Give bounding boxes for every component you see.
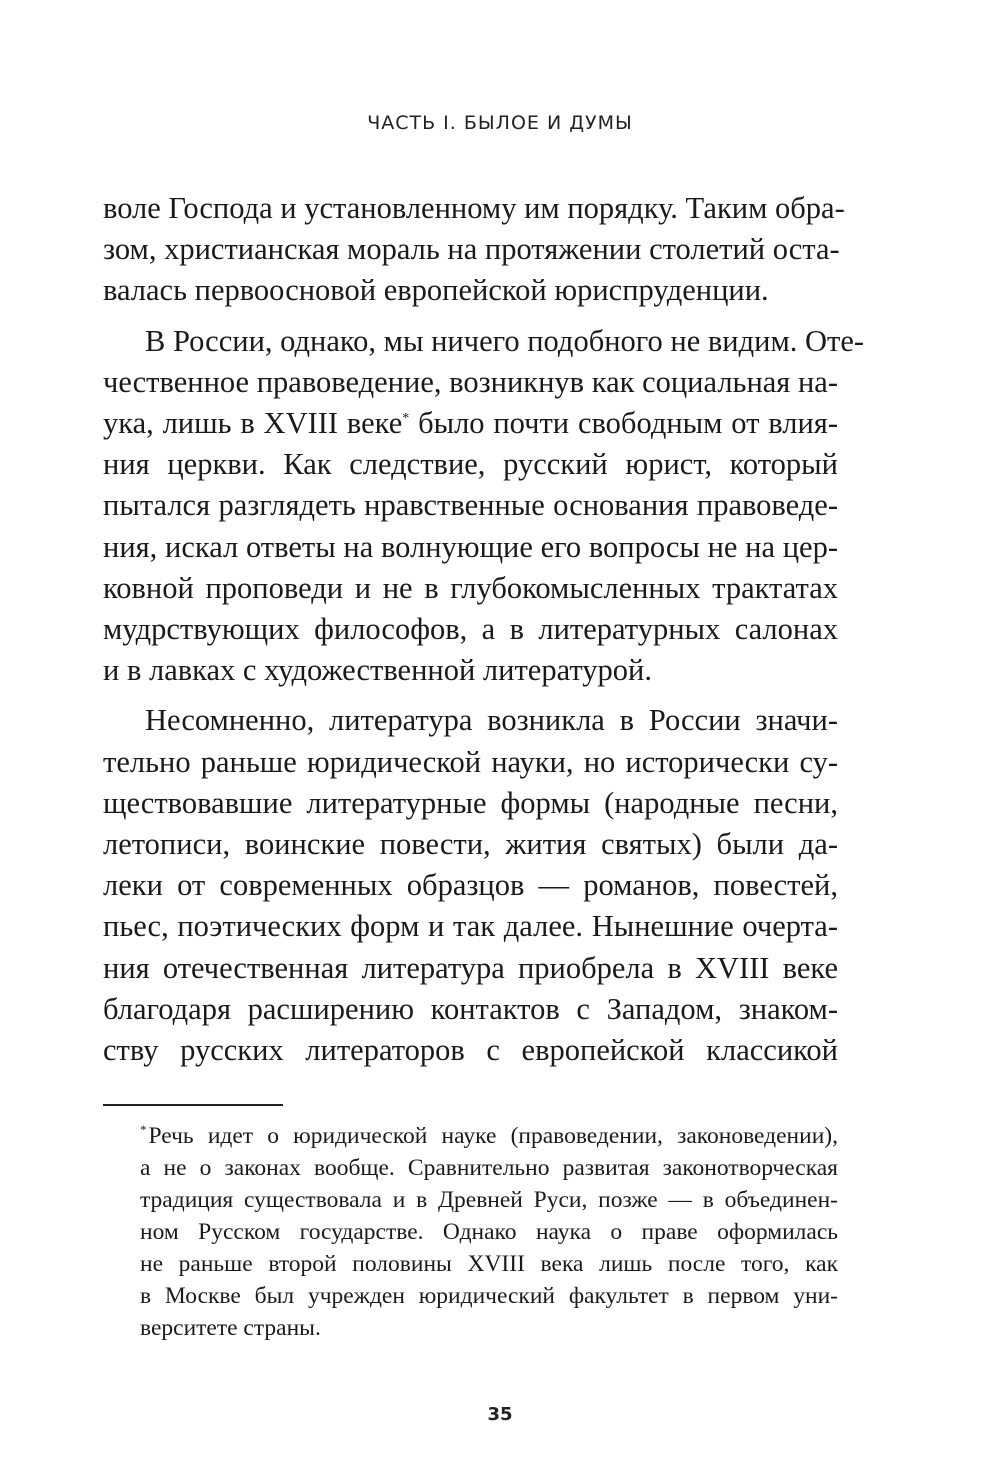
text-line: ния отечественная литература приобрела в XVIII веке [103,950,838,985]
footnote-line: не раньше второй половины XVIII века лишь после того, как [140,1251,838,1277]
text-line [103,403,838,444]
page-number: 35 [487,1404,513,1425]
running-head: ЧАСТЬ I. БЫЛОЕ И ДУМЫ [367,112,633,134]
text-line: Несомненно, литература возникла в России значи- [145,703,838,738]
footnote-line: традиция существовала и в Древней Руси, позже — в объединен- [140,1187,838,1213]
footnote-line [140,1120,838,1152]
text-fragment: ука, лишь в XVIII веке [103,406,403,441]
footnote [140,1120,838,1344]
text-line: В России, однако, мы ничего подобного не видим. Оте- [145,323,865,358]
text-fragment: Речь идет о юридической науке (правоведении, законоведении), [148,1123,838,1149]
text-line: леки от современных образцов — романов, повестей, [103,868,838,903]
text-line: зом, христианская мораль на протяжении столетий оста- [103,232,840,267]
footnote-ref-marker: * [140,1122,147,1138]
text-line: мудрствующих философов, а в литературных салонах [103,612,838,647]
paragraph-1 [103,188,845,312]
paragraph-2 [103,321,865,692]
text-line: пытался разглядеть нравственные основания правоведе- [103,488,838,523]
text-line: валась первоосновой европейской юриспруденции. [103,273,769,308]
body-text [103,188,865,1071]
footnote-line: в Москве был учрежден юридический факультет в первом уни- [140,1283,838,1309]
text-line: ковной проповеди и не в глубокомысленных трактатах [103,570,838,605]
text-line: тельно раньше юридической науки, но исторически су- [103,744,838,779]
footnote-line: верситете страны. [140,1315,321,1341]
text-fragment: было почти свободным от влия- [409,406,838,441]
text-line: ния, искал ответы на волнующие его вопросы не на цер- [103,529,838,564]
text-line: воле Господа и установленному им порядку. Таким обра- [103,191,845,225]
text-line: ния церкви. Как следствие, русский юрист, который [103,447,838,482]
text-line: летописи, воинские повести, жития святых) были да- [103,827,838,862]
text-line: ществовавшие литературные формы (народные песни, [103,785,838,820]
footnote-divider [103,1104,283,1106]
footnote-marker[interactable]: * [402,410,410,426]
footnote-line: а не о законах вообще. Сравнительно развитая законотворческая [140,1155,838,1181]
text-line: ству русских литераторов с европейской классикой [103,1033,838,1068]
text-line: пьес, поэтических форм и так далее. Нынешние очерта- [103,909,838,944]
footnote-line: ном Русском государстве. Однако наука о праве оформилась [140,1219,838,1245]
paragraph-3 [103,700,838,1071]
text-line: чественное правоведение, возникнув как социальная на- [103,364,838,399]
text-line: благодаря расширению контактов с Западом, знаком- [103,991,838,1026]
text-line: и в лавках с художественной литературой. [103,653,652,688]
